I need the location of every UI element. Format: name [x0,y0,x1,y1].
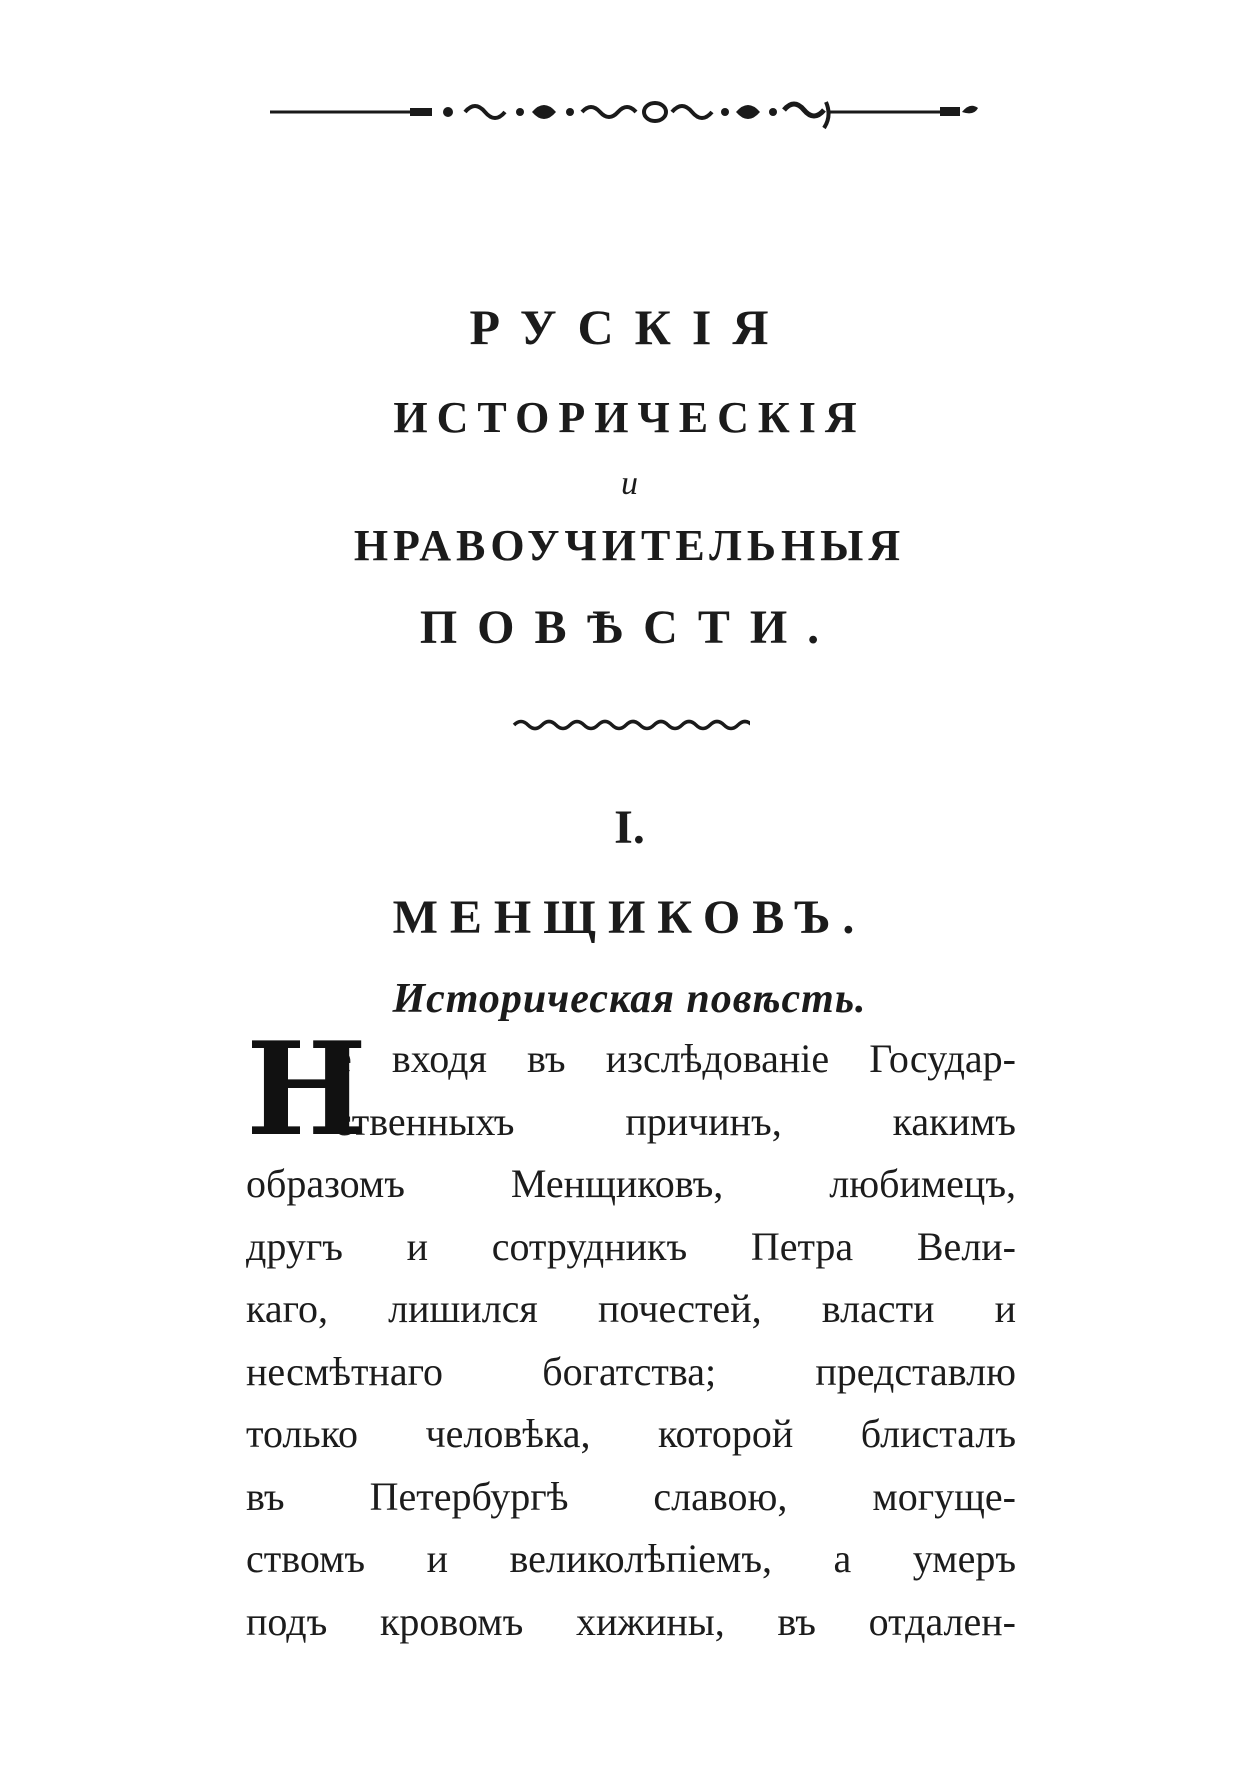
text-line: подъ кровомъ хижины, въ отдален- [246,1598,1016,1644]
body-paragraph [246,1015,1016,1653]
text-line: несмѣтнаго богатства; представлю [246,1348,1016,1394]
chapter-subtitle: Историческая повѣсть. [392,976,867,1022]
title-line-4: НРАВОУЧИТЕЛЬНЫЯ [353,521,906,570]
text-line: въ Петербургѣ славою, могуще- [246,1473,1016,1519]
text-line: каго, лишился почестей, власти и [246,1286,1016,1331]
title-line-3: и [621,465,638,502]
title-line-2: ИСТОРИЧЕСКІЯ [393,393,866,442]
text-line: ственныхъ причинъ, какимъ [334,1098,1016,1144]
drop-cap: Н [246,1015,367,1165]
headpiece-ornament [270,92,990,132]
chapter-number: I. [614,801,645,854]
text-line: другъ и сотрудникъ Петра Вели- [246,1223,1016,1269]
text-line: е входя въ изслѣдованіе Государ- [334,1036,1016,1081]
text-line: только человѣка, которой блисталъ [246,1411,1016,1456]
title-line-5: ПОВѢСТИ. [419,601,840,654]
wavy-divider [510,716,750,734]
chapter-title: МЕНЩИКОВЪ. [392,891,867,944]
text-line: образомъ Менщиковъ, любимецъ, [246,1161,1016,1206]
title-line-1: РУСКІЯ [469,299,790,355]
text-line: ствомъ и великолѣпіемъ, а умеръ [246,1536,1016,1581]
